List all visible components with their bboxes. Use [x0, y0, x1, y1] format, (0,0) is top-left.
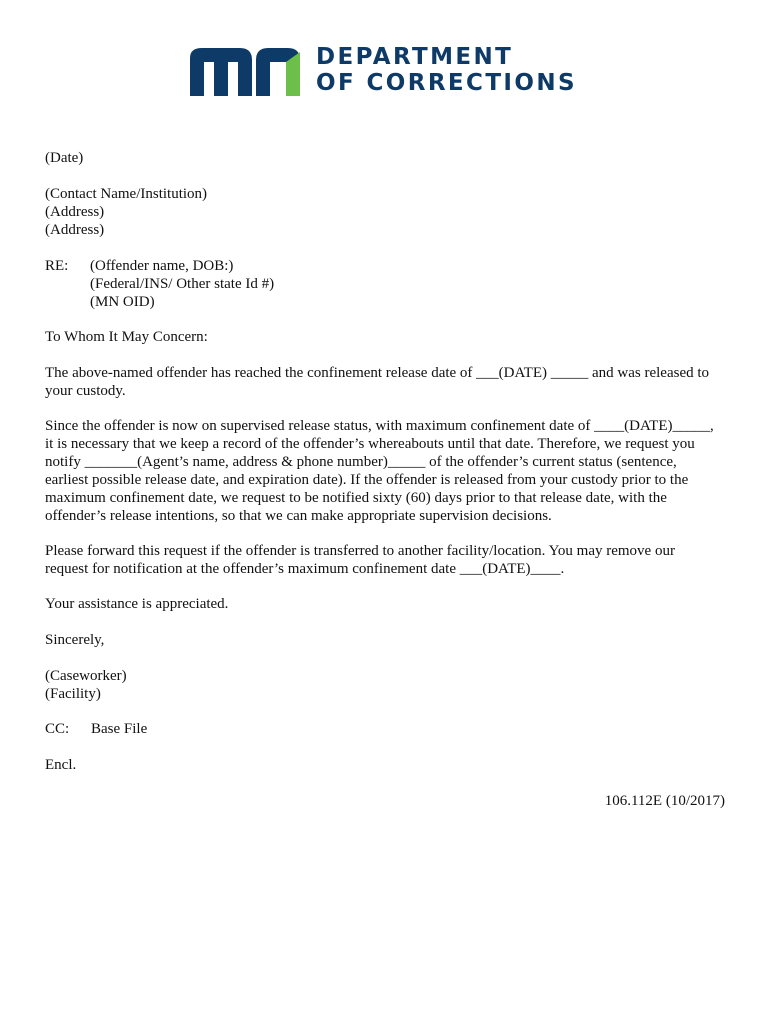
recipient-line: (Address) — [45, 222, 105, 238]
recipient-line: (Address) — [45, 204, 105, 220]
paragraph-supervised — [45, 417, 725, 525]
re-line: (Federal/INS/ Other state Id #) — [90, 276, 275, 292]
re-line: (Offender name, DOB:) — [90, 258, 234, 274]
signature-block — [45, 667, 725, 703]
appreciation-line: Your assistance is appreciated. — [45, 596, 229, 612]
closing-line: Sincerely, — [45, 632, 105, 648]
form-number: 106.112E (10/2017) — [604, 793, 725, 809]
logo-department: DEPARTMENT — [316, 44, 514, 70]
signature-line: (Facility) — [45, 686, 101, 702]
re-line: (MN OID) — [90, 294, 155, 310]
cc-label: CC: — [45, 721, 70, 737]
salutation: To Whom It May Concern: — [45, 329, 208, 345]
paragraph-line: Since the offender is now on supervised release status, with maximum confinement date of ____(DATE)_____, — [45, 418, 714, 434]
paragraph-line: it is necessary that we keep a record of the offender’s whereabouts until that date. Therefore, we request you — [45, 436, 695, 452]
signature-line: (Caseworker) — [45, 668, 127, 684]
recipient-block — [45, 185, 725, 239]
cc-value: Base File — [91, 721, 148, 737]
enclosure-line: Encl. — [45, 757, 77, 773]
logo-wordmark — [316, 44, 577, 96]
paragraph-line: maximum confinement date, we request to be notified sixty (60) days prior to that release date, with the — [45, 490, 667, 506]
mn-logo-mark-icon — [190, 48, 302, 96]
recipient-line: (Contact Name/Institution) — [45, 186, 208, 202]
paragraph-line: Please forward this request if the offender is transferred to another facility/location. You may remove our — [45, 543, 675, 559]
logo-of-corrections: OF CORRECTIONS — [316, 70, 577, 96]
re-label: RE: — [45, 258, 69, 274]
paragraph-line: earliest possible release date, and expiration date). If the offender is released from your custody prior to the — [45, 472, 689, 488]
paragraph-release — [45, 364, 725, 400]
paragraph-transfer — [45, 542, 725, 578]
paragraph-line: The above-named offender has reached the confinement release date of ___(DATE) _____ and was released to — [45, 365, 710, 381]
letter-date: (Date) — [45, 150, 84, 166]
paragraph-line: offender’s release intentions, so that we can make appropriate supervision decisions. — [45, 508, 552, 524]
re-block — [90, 257, 274, 311]
paragraph-line: your custody. — [45, 383, 126, 399]
mn-doc-logo — [190, 44, 582, 98]
paragraph-line: request for notification at the offender’s maximum confinement date ___(DATE)____. — [45, 561, 565, 577]
paragraph-line: notify _______(Agent’s name, address & phone number)_____ of the offender’s current status (sentence, — [45, 454, 677, 470]
